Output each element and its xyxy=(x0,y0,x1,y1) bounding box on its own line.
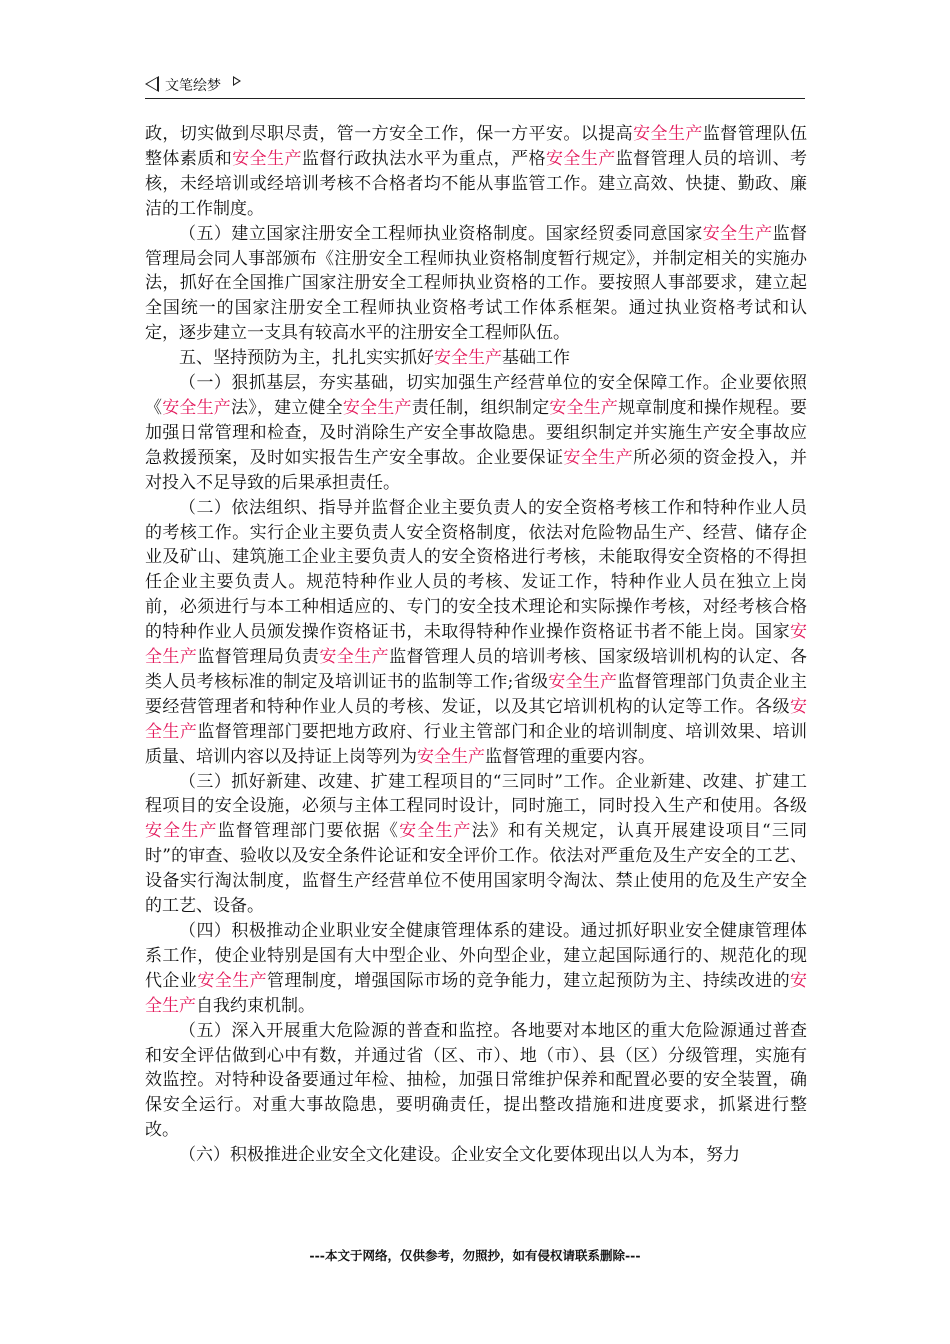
text-run: 所必须的资金投入，并对投入不足导致的后果承担责任。 xyxy=(145,447,808,493)
text-run: 基础工作 xyxy=(502,348,570,369)
text-run: 监督行政执法水平为重点，严格 xyxy=(301,148,546,169)
paragraph xyxy=(145,371,807,496)
highlighted-term: 安全生产 xyxy=(145,821,218,842)
text-run: 法》，建立健全 xyxy=(231,397,343,418)
text-run: 监督管理部门负责企业主要经营管理者和特种作业人员的考核、发证，以及其它培训机构的认定等工作。各级 xyxy=(145,671,808,717)
text-run: 监督管理人员的培训考核、国家级培训机构的认定、各类人员考核标准的制定及培训证书的监制等工作;省级 xyxy=(145,647,808,692)
text-run: （五）建立国家注册安全工程师执业资格制度。国家经贸委同意国家 xyxy=(179,223,703,244)
text-run: 责任制，组织制定 xyxy=(411,397,550,418)
highlighted-term: 安全生产 xyxy=(545,148,616,169)
text-run: 自我约束机制。 xyxy=(196,995,315,1016)
highlighted-term: 安全生产 xyxy=(548,671,618,692)
text-run: （四）积极推动企业职业安全健康管理体系的建设。通过抓好职业安全健康管理体系工作，使企业特别是国有大中型企业、外向型企业，建立起国际通行的、规范化的现代企业 xyxy=(145,921,807,991)
highlighted-term: 安全生产 xyxy=(145,970,808,1016)
text-run: 管理制度，增强国际市场的竞争能力，建立起预防为主、持续改进的 xyxy=(267,970,791,991)
text-run: 监督管理的重要内容。 xyxy=(485,746,655,767)
header-brand: 文笔绘梦 xyxy=(165,78,221,94)
highlighted-term: 安全生产 xyxy=(145,696,807,742)
paragraph xyxy=(145,222,807,347)
highlighted-term: 安全生产 xyxy=(434,348,502,369)
paragraph xyxy=(145,770,807,919)
highlighted-term: 安全生产 xyxy=(549,397,619,418)
page-footer: ---本文于网络，仅供参考，勿照抄，如有侵权请联系删除--- xyxy=(309,1248,641,1263)
text-run: 监督管理队伍整体素质和 xyxy=(145,124,808,169)
text-run: （三）抓好新建、改建、扩建工程项目的“三同时”工作。企业新建、改建、扩建工程项目的安全设施，必须与主体工程同时设计，同时施工，同时投入生产和使用。各级 xyxy=(145,771,807,817)
text-run: 政，切实做到尽职尽责，管一方安全工作，保一方平安。以提高 xyxy=(145,124,634,144)
text-run: 监督管理局会同人事部颁布《注册安全工程师执业资格制度暂行规定》，并制定相关的实施办法，抓好在全国推广国家注册安全工程师执业资格的工作。要按照人事部要求，建立起全国统一的国家注册安全工程师执业资格考试工作体系框架。通过执业资格考试和认定，逐步建立一支具有较高水平的注册安全工程师队伍。 xyxy=(145,223,808,344)
text-run: （五）深入开展重大危险源的普查和监控。各地要对本地区的重大危险源通过普查和安全评估做到心中有数，并通过省（区、市）、地（市）、县（区）分级管理，实施有效监控。对特种设备要通过年检、抽检，加强日常维护保养和配置必要的安全装置，确保安全运行。对重大事故隐患，要明确责任，提出整改措施和进度要求，抓紧进行整改。 xyxy=(145,1020,807,1141)
triangle-right-icon xyxy=(233,76,241,86)
highlighted-term: 安全生产 xyxy=(145,622,807,668)
text-run: 监督管理人员的培训、考核，未经培训或经培训考核不合格者均不能从事监管工作。建立高效、快捷、勤政、廉洁的工作制度。 xyxy=(145,148,808,219)
text-run: （一）狠抓基层，夯实基础，切实加强生产经营单位的安全保障工作。企业要依照《 xyxy=(145,373,807,418)
paragraph xyxy=(145,1019,807,1144)
text-run: （二）依法组织、指导并监督企业主要负责人的安全资格考核工作和特种作业人员的考核工作。实行企业主要负责人安全资格制度，依法对危险物品生产、经营、储存企业及矿山、建筑施工企业主要负责人的安全资格进行考核，未能取得安全资格的不得担任企业主要负责人。规范特种作业人员的考核、发证工作，特种作业人员在独立上岗前，必须进行与本工种相适应的、专门的安全技术理论和实际操作考核，对经考核合格的特种作业人员颁发操作资格证书，未取得特种作业操作资格证书者不能上岗。国家 xyxy=(145,497,807,643)
text-run: 监督管理部门要把地方政府、行业主管部门和企业的培训制度、培训效果、培训质量、培训内容以及持证上岗等列为 xyxy=(145,721,808,767)
text-run: 法》和有关规定，认真开展建设项目“三同时”的审查、验收以及安全条件论证和安全评价工作。依法对严重危及生产安全的工艺、设备实行淘汰制度，监督生产经营单位不使用国家明令淘汰、禁止使用的危及生产安全的工艺、设备。 xyxy=(145,821,808,917)
highlighted-term: 安全生产 xyxy=(633,124,703,144)
highlighted-term: 安全生产 xyxy=(232,148,302,169)
highlighted-term: 安全生产 xyxy=(197,970,268,991)
highlighted-term: 安全生产 xyxy=(417,746,485,767)
highlighted-term: 安全生产 xyxy=(399,821,472,842)
triangle-left-icon xyxy=(145,76,159,92)
highlighted-term: 安全生产 xyxy=(702,223,773,244)
text-run: 监督管理部门要依据《 xyxy=(217,821,400,842)
text-run: （六）积极推进企业安全文化建设。企业安全文化要体现出以人为本，努力 xyxy=(179,1145,740,1166)
page-header xyxy=(145,72,805,99)
text-run: 规章制度和操作规程。要加强日常管理和检查，及时消除生产安全事故隐患。要组织制定并实施生产安全事故应急救援预案，及时如实报告生产安全事故。企业要保证 xyxy=(145,397,808,468)
text-run: 五、坚持预防为主，扎扎实实抓好 xyxy=(179,348,434,369)
document-body xyxy=(145,122,807,1168)
paragraph xyxy=(145,496,807,770)
paragraph xyxy=(145,346,807,371)
highlighted-term: 安全生产 xyxy=(342,397,412,418)
text-run: 监督管理局负责 xyxy=(197,647,320,668)
paragraph xyxy=(145,1143,807,1168)
highlighted-term: 安全生产 xyxy=(319,647,390,668)
highlighted-term: 安全生产 xyxy=(162,397,231,418)
paragraph xyxy=(145,919,807,1019)
highlighted-term: 安全生产 xyxy=(563,447,634,468)
paragraph xyxy=(145,122,807,222)
